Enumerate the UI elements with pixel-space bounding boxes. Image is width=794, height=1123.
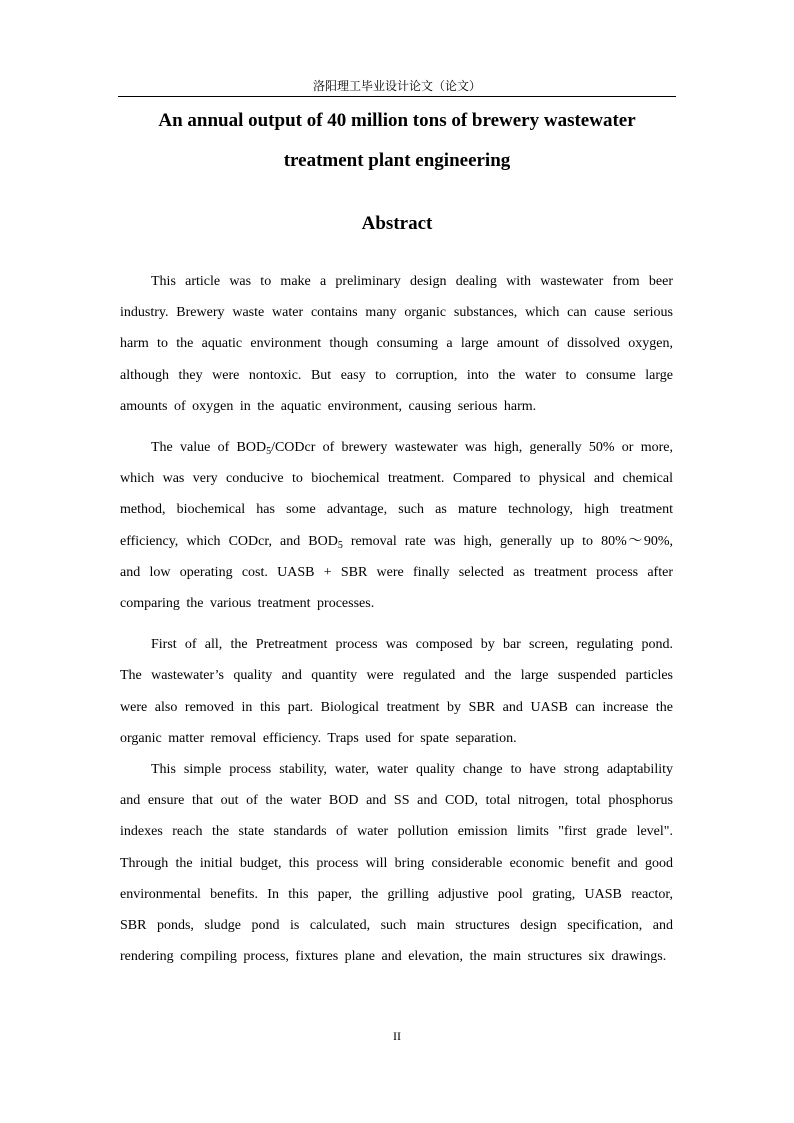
abstract-body [120,266,673,972]
paragraph-3: First of all, the Pretreatment process was composed by bar screen, regulating pond. The wastewater’s quality and quantity were regulated and the large suspended particles were also removed in this part. Biological treatment by SBR and UASB can increase the organic matter removal efficiency. Traps used for spate separation. [120,637,673,746]
paragraph-2-text-b: /CODcr of brewery wastewater was high, generally 50% or more, which was very conducive to biochemical treatment. Compared to physical and chemical method, biochemical has some advantage, such as mature technology, high treatment efficiency, which CODcr, and BOD [120,440,673,549]
abstract-heading: Abstract [361,213,433,234]
title-line-2: treatment plant engineering [283,150,511,171]
title-line-1: An annual output of 40 million tons of brewery wastewater [158,110,636,131]
subscript-5: 5 [266,446,272,458]
paragraph-1: This article was to make a preliminary design dealing with wastewater from beer industry. Brewery waste water contains many organic substances, which can cause serious harm to the aquatic environment though consuming a large amount of dissolved oxygen, although they were nontoxic. But easy to corruption, into the water to consume large amounts of oxygen in the aquatic environment, causing serious harm. [120,274,673,414]
subscript-5: 5 [337,539,343,551]
running-header: 洛阳理工毕业设计论文（论文） [312,79,481,93]
paragraph-2 [120,432,673,619]
header-rule [118,96,676,97]
paragraph-2-text-a: The value of BOD [151,440,267,456]
paragraph-4: This simple process stability, water, water quality change to have strong adaptability and ensure that out of the water BOD and SS and COD, total nitrogen, total phosphorus indexes reach the state standards of water pollution emission limits "first grade level". Through the initial budget, this process will bring considerable economic benefit and good environmental benefits. In this paper, the grilling adjustive pool grating, UASB reactor, SBR ponds, sludge pond is calculated, such main structures design specification, and rendering compiling process, fixtures plane and elevation, the main structures six drawings. [120,762,673,965]
page-number: II [393,1029,401,1043]
paragraph-2-text-c: removal rate was high, generally up to 80%～90%, and low operating cost. UASB + SBR were finally selected as treatment process after comparing the various treatment processes. [120,533,673,612]
